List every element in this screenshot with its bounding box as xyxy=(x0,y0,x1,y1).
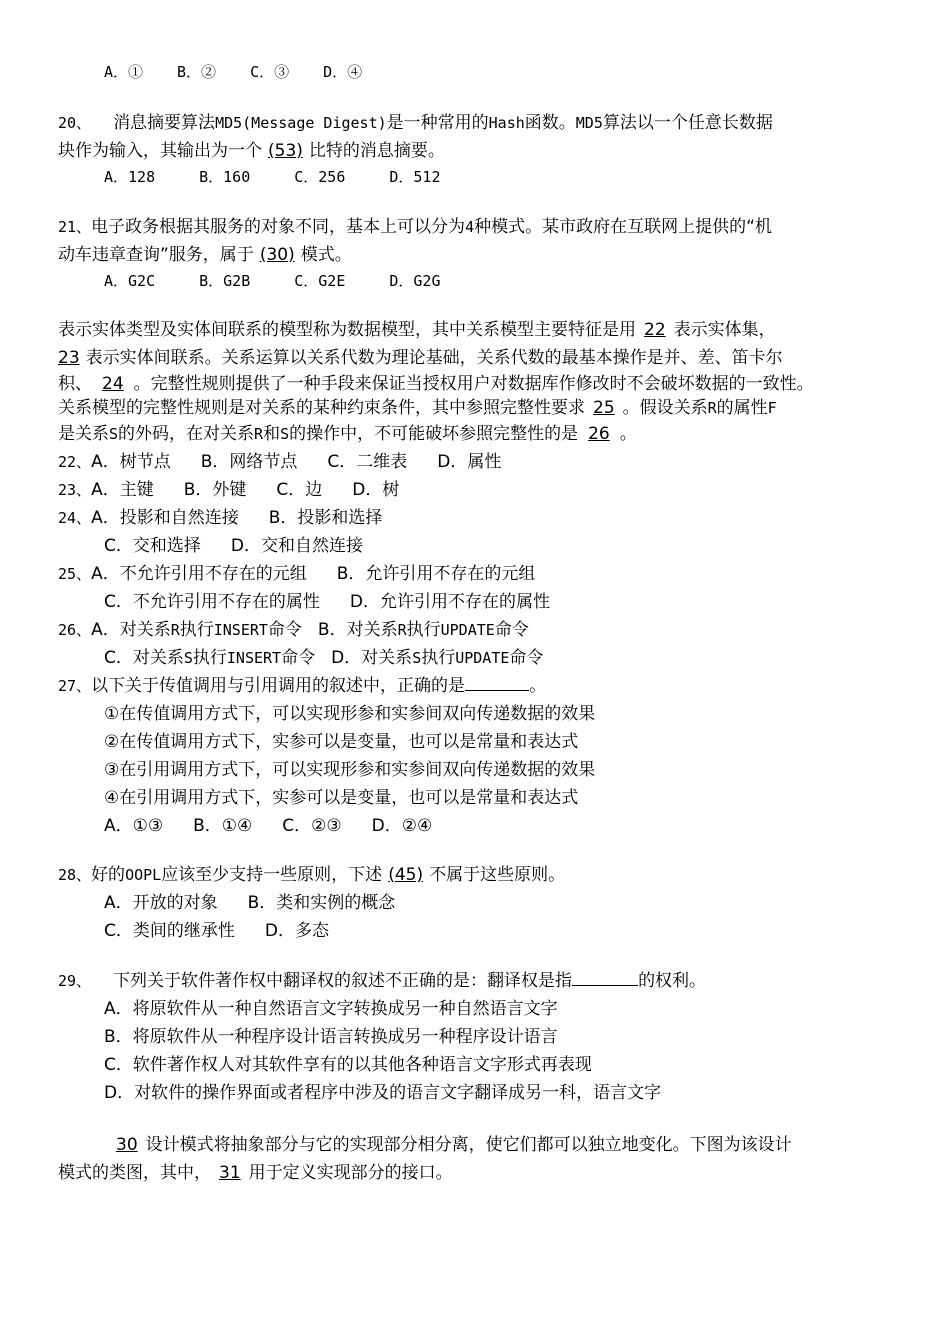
text: 命令 xyxy=(267,620,302,640)
text: R xyxy=(707,399,717,417)
q29-option-a: A．将原软件从一种自然语言文字转换成另一种自然语言文字 xyxy=(104,999,558,1019)
answer-blank: 23 xyxy=(58,348,80,368)
option-c: C．二维表 xyxy=(327,452,408,472)
para30-line1 xyxy=(104,1133,792,1157)
text: 函数。 xyxy=(524,113,576,133)
text: 命令 xyxy=(509,648,544,668)
q21-stem-line2 xyxy=(58,243,352,267)
text: 执行 xyxy=(421,648,456,668)
option-b: B．投影和选择 xyxy=(268,508,383,528)
text: 。假设关系 xyxy=(622,398,708,418)
option-d: D．允许引用不存在的属性 xyxy=(349,592,550,612)
text: 。完整性规则提供了一种手段来保证当授权用户对数据库作修改时不会破坏数据的一致性。 xyxy=(133,374,814,394)
text: 以下关于传值调用与引用调用的叙述中，正确的是 xyxy=(91,676,466,696)
option-d: D．属性 xyxy=(437,452,502,472)
text: INSERT xyxy=(226,649,282,667)
text: 好的 xyxy=(91,865,126,885)
text: MD5 xyxy=(575,114,603,132)
q28-options-row2 xyxy=(104,919,329,943)
text: R xyxy=(170,621,180,639)
option-b: B．外键 xyxy=(183,480,247,500)
answer-blank: 24 xyxy=(102,374,124,394)
q29-option-d: D．对软件的操作界面或者程序中涉及的语言文字翻译成另一科，语言文字 xyxy=(104,1083,662,1103)
text: 是关系 xyxy=(58,424,109,444)
text: 执行 xyxy=(406,620,441,640)
text: 的操作中，不可能破坏参照完整性的是 xyxy=(289,424,579,444)
q20-stem-line2 xyxy=(58,139,445,163)
q22-options xyxy=(58,450,501,474)
para22-line2 xyxy=(58,346,783,370)
option-a: A．①③ xyxy=(104,816,164,836)
text: 消息摘要算法 xyxy=(113,113,216,133)
option-a xyxy=(91,620,302,640)
text: 4 xyxy=(465,218,475,236)
option-d: D．G2G xyxy=(389,272,441,290)
question-number: 27、 xyxy=(58,677,92,695)
question-number: 26、 xyxy=(58,621,92,639)
question-number: 28、 xyxy=(58,866,92,884)
option-a: A．不允许引用不存在的元组 xyxy=(91,564,307,584)
option-b: B．G2B xyxy=(199,272,251,290)
text: 关系模型的完整性规则是对关系的某种约束条件，其中参照完整性要求 xyxy=(58,398,585,418)
text: MD5(Message Digest) xyxy=(215,114,387,132)
option-c: C．G2E xyxy=(294,272,346,290)
option-a: A．树节点 xyxy=(91,452,171,472)
text: 表示实体间联系。关系运算以关系代数为理论基础，关系代数的最基本操作是并、差、笛卡尔 xyxy=(85,348,783,368)
answer-blank: 25 xyxy=(593,398,615,418)
q28-options-row1 xyxy=(104,891,395,915)
text: 是一种常用的 xyxy=(386,113,489,133)
q29-option-b: B．将原软件从一种程序设计语言转换成另一种程序设计语言 xyxy=(104,1027,558,1047)
text: C．对关系 xyxy=(104,648,184,668)
option-b: B．类和实例的概念 xyxy=(247,893,396,913)
para22-line5 xyxy=(58,422,637,446)
q20-options xyxy=(104,165,441,189)
q21-stem-line1 xyxy=(58,215,772,239)
answer-blank: 31 xyxy=(219,1163,241,1183)
q27-item-3: ③在引用调用方式下，可以实现形参和实参间双向传递数据的效果 xyxy=(104,760,596,780)
option-a: A．开放的对象 xyxy=(104,893,218,913)
text: 命令 xyxy=(281,648,316,668)
q29-option-c: C．软件著作权人对其软件享有的以其他各种语言文字形式再表现 xyxy=(104,1055,592,1075)
option-c: C．类间的继承性 xyxy=(104,921,235,941)
text: 的属性 xyxy=(716,398,768,418)
option-b: B．①④ xyxy=(193,816,253,836)
text: 模式的类图，其中， xyxy=(58,1163,211,1183)
text: 的外码，在对关系 xyxy=(118,424,255,444)
text: S xyxy=(109,425,119,443)
text: S xyxy=(412,649,422,667)
question-number: 24、 xyxy=(58,509,92,527)
text: 设计模式将抽象部分与它的实现部分相分离，使它们都可以独立地变化。下图为该设计 xyxy=(145,1135,792,1155)
question-number: 25、 xyxy=(58,565,92,583)
question-number: 23、 xyxy=(58,481,92,499)
q25-options-row1 xyxy=(58,562,535,586)
answer-blank: (53) xyxy=(268,141,303,161)
question-number: 20、 xyxy=(58,114,92,132)
q27-item-1: ①在传值调用方式下，可以实现形参和实参间双向传递数据的效果 xyxy=(104,704,596,724)
para30-line2 xyxy=(58,1161,453,1185)
q27-item-4: ④在引用调用方式下，实参可以是变量，也可以是常量和表达式 xyxy=(104,788,579,808)
answer-blank: 30 xyxy=(116,1135,138,1155)
option-b: B．允许引用不存在的元组 xyxy=(336,564,536,584)
option-c: C．边 xyxy=(276,480,323,500)
option-b: B．160 xyxy=(199,168,251,186)
text: 和 xyxy=(263,424,281,444)
text: UPDATE xyxy=(455,649,510,667)
option-d xyxy=(331,648,543,668)
option-d: D．多态 xyxy=(264,921,329,941)
answer-blank xyxy=(572,969,638,986)
text: 算法以一个任意长数据 xyxy=(602,113,773,133)
text: 模式。 xyxy=(300,245,352,265)
text: 块作为输入，其输出为一个 xyxy=(58,141,262,161)
text: 表示实体集， xyxy=(673,320,776,340)
text: 表示实体类型及实体间联系的模型称为数据模型，其中关系模型主要特征是用 xyxy=(58,320,636,340)
option-b: B．网络节点 xyxy=(200,452,298,472)
text: S xyxy=(280,425,290,443)
text: UPDATE xyxy=(440,621,495,639)
q29-stem xyxy=(58,969,706,993)
q27-item-2: ②在传值调用方式下，实参可以是变量，也可以是常量和表达式 xyxy=(104,732,579,752)
text: 比特的消息摘要。 xyxy=(308,141,445,161)
answer-blank: (30) xyxy=(259,245,295,265)
answer-blank: 22 xyxy=(644,320,666,340)
text: 的权利。 xyxy=(638,971,707,991)
text: R xyxy=(254,425,264,443)
option-c: C．不允许引用不存在的属性 xyxy=(104,592,320,612)
option-c: C．③ xyxy=(250,63,290,81)
answer-blank xyxy=(465,674,529,691)
para22-line3 xyxy=(58,372,814,396)
q20-stem-line1 xyxy=(58,111,773,135)
text: 。 xyxy=(619,424,637,444)
text: Hash xyxy=(488,114,525,132)
text: F xyxy=(767,399,777,417)
answer-blank: 26 xyxy=(588,424,610,444)
question-number: 29、 xyxy=(58,972,92,990)
q24-options-row1 xyxy=(58,506,382,530)
q25-options-row2 xyxy=(104,590,550,614)
option-a: A．128 xyxy=(104,168,156,186)
option-c: C．②③ xyxy=(282,816,342,836)
q27-stem xyxy=(58,674,546,698)
q26-options-row1 xyxy=(58,618,529,642)
text: OOPL xyxy=(125,866,162,884)
option-b: B．② xyxy=(177,63,217,81)
q27-options xyxy=(104,814,432,838)
q24-options-row2 xyxy=(104,534,363,558)
option-a: A．① xyxy=(104,63,144,81)
option-d: D．交和自然连接 xyxy=(230,536,363,556)
text: S xyxy=(183,649,193,667)
text: D．对关系 xyxy=(331,648,413,668)
option-a: A．主键 xyxy=(91,480,154,500)
text: 不属于这些原则。 xyxy=(429,865,566,885)
q23-options xyxy=(58,478,399,502)
option-d: D．④ xyxy=(323,63,363,81)
question-number: 22、 xyxy=(58,453,92,471)
para22-line1 xyxy=(58,318,776,342)
text: 积、 xyxy=(58,374,92,394)
option-a: A．投影和自然连接 xyxy=(91,508,239,528)
answer-blank: (45) xyxy=(388,865,424,885)
text: R xyxy=(397,621,407,639)
q21-options xyxy=(104,269,441,293)
text: 命令 xyxy=(494,620,529,640)
text: 执行 xyxy=(179,620,214,640)
option-c: C．256 xyxy=(294,168,346,186)
text: 执行 xyxy=(192,648,227,668)
text: 下列关于软件著作权中翻译权的叙述不正确的是：翻译权是指 xyxy=(113,971,573,991)
q26-options-row2 xyxy=(104,646,543,670)
text: B．对关系 xyxy=(317,620,398,640)
question-number: 21、 xyxy=(58,218,92,236)
option-d: D．树 xyxy=(352,480,400,500)
text: 。 xyxy=(529,676,547,696)
option-b xyxy=(318,620,529,640)
text: 电子政务根据其服务的对象不同，基本上可以分为 xyxy=(91,217,466,237)
text: A．对关系 xyxy=(91,620,171,640)
q19-options xyxy=(104,60,362,84)
para22-line4 xyxy=(58,396,777,420)
text: 用于定义实现部分的接口。 xyxy=(248,1163,453,1183)
q28-stem xyxy=(58,863,565,887)
text: 种模式。某市政府在互联网上提供的“机 xyxy=(474,217,772,237)
option-d: D．②④ xyxy=(371,816,433,836)
option-d: D．512 xyxy=(389,168,441,186)
text: INSERT xyxy=(213,621,268,639)
option-a: A．G2C xyxy=(104,272,156,290)
option-c xyxy=(104,648,315,668)
text: 应该至少支持一些原则，下述 xyxy=(161,865,383,885)
option-c: C．交和选择 xyxy=(104,536,201,556)
text: 动车违章查询”服务，属于 xyxy=(58,245,254,265)
